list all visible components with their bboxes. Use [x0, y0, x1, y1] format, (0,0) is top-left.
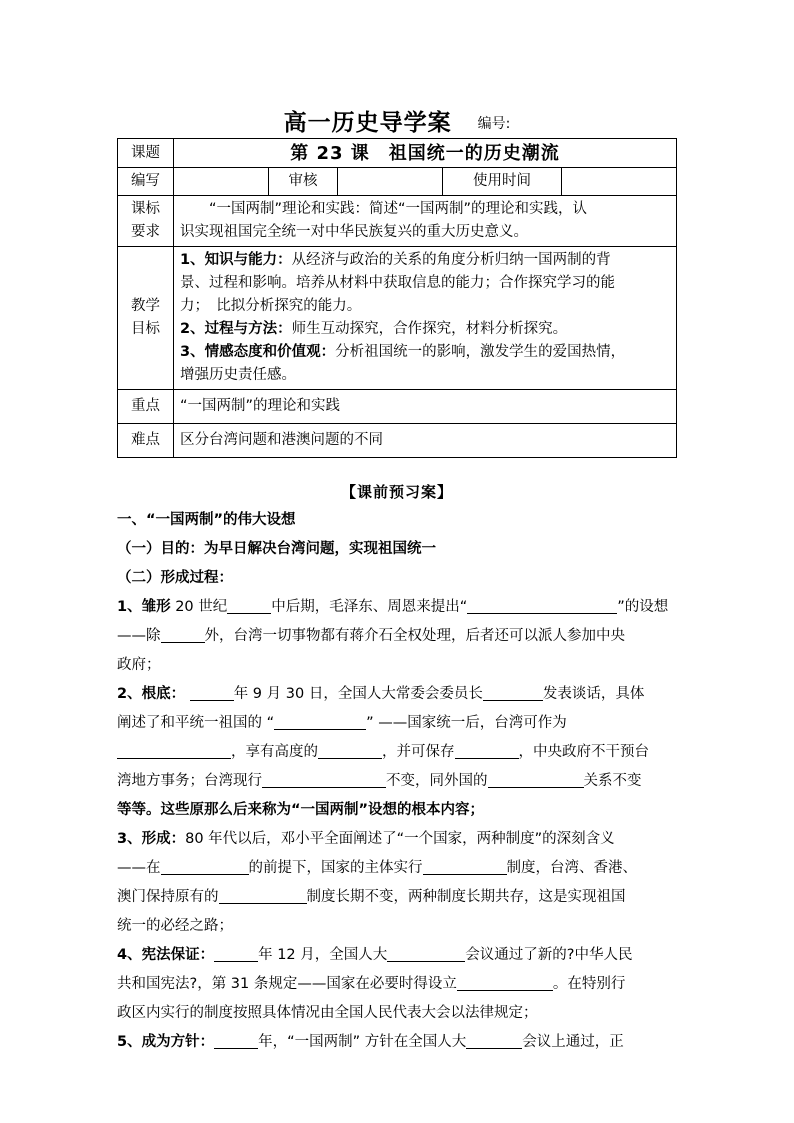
blank[interactable] [488, 771, 584, 788]
code-cell[interactable] [174, 168, 269, 196]
blank[interactable] [227, 597, 271, 614]
blank[interactable] [318, 742, 382, 759]
standard-text: “一国两制”理论和实践：简述“一国两制”的理论和实践，认 识实现祖国完全统一对中华民族复兴的重大历史意义。 [174, 196, 677, 247]
page-title: 高一历史导学案 [283, 110, 452, 136]
paragraph-5: 5、成为方针： 年，“一国两制” 方针在全国人大 会议上通过，正 [117, 1034, 624, 1050]
blank[interactable] [117, 742, 231, 759]
page-header [0, 104, 794, 137]
review-cell[interactable] [338, 168, 443, 196]
blank[interactable] [423, 858, 507, 875]
paragraph-2: 2、根底： 年 9 月 30 日，全国人大常委会委员长 发表谈话，具体 阐述了和平统一祖国的 “ ” ——国家统一后，台湾可作为 ，享有高度的 ，并可保存 ，中央政府不干预台 湾地方事务；台湾现行 不变，同外国的 关系不变 等等。这些原那么后来称为“一国两制”设想的根本内容； [117, 686, 649, 818]
heading-1-2: （二）形成过程： [117, 570, 233, 586]
blank[interactable] [466, 1032, 522, 1049]
code-label: 编写 [118, 168, 174, 196]
blank[interactable] [274, 713, 366, 730]
paragraph-4: 4、宪法保证： 年 12 月，全国人大 会议通过了新的?中华人民 共和国宪法?，第 31 条规定——国家在必要时得设立 。在特别行 政区内实行的制度按照具体情况由全国人民代表大会以法律规定； [117, 947, 633, 1021]
goals-label: 教学 目标 [118, 247, 174, 390]
blank[interactable] [467, 597, 617, 614]
difficulty-text: 区分台湾问题和港澳问题的不同 [174, 424, 677, 458]
blank[interactable] [161, 858, 249, 875]
heading-1-1: （一）目的：为早日解决台湾问题，实现祖国统一 [117, 541, 436, 557]
use-time-label: 使用时间 [443, 168, 562, 196]
lesson-info-table [117, 138, 677, 458]
section-title: 【课前预习案】 [340, 483, 453, 501]
blank[interactable] [214, 1032, 258, 1049]
use-time-cell[interactable] [562, 168, 677, 196]
key-point-text: “一国两制”的理论和实践 [174, 390, 677, 424]
difficulty-label: 难点 [118, 424, 174, 458]
review-label: 审核 [269, 168, 338, 196]
blank[interactable] [214, 945, 258, 962]
number-label: 编号: [477, 116, 511, 132]
key-point-label: 重点 [118, 390, 174, 424]
paragraph-1: 1、雏形 20 世纪 中后期，毛泽东、周恩来提出“ ”的设想 ——除 外，台湾一切事物都有蒋介石全权处理，后者还可以派人参加中央 政府； [117, 599, 669, 673]
blank[interactable] [483, 684, 543, 701]
lesson-title: 第 23 课 祖国统一的历史潮流 [174, 139, 677, 168]
heading-1: 一、“一国两制”的伟大设想 [117, 512, 296, 528]
standard-label: 课标 要求 [118, 196, 174, 247]
blank[interactable] [161, 626, 205, 643]
blank[interactable] [455, 742, 519, 759]
blank[interactable] [457, 974, 553, 991]
blank[interactable] [219, 887, 307, 904]
preview-body [117, 506, 677, 1057]
paragraph-3: 3、形成：80 年代以后，邓小平全面阐述了“一个国家，两种制度”的深刻含义 ——在 的前提下，国家的主体实行 制度，台湾、香港、 澳门保持原有的 制度长期不变，两种制度长期共存，这是实现祖国 统一的必经之路； [117, 831, 637, 934]
topic-label: 课题 [118, 139, 174, 168]
goals-text: 1、知识与能力：从经济与政治的关系的角度分析归纳一国两制的背 景、过程和影响。培养从材料中获取信息的能力；合作探究学习的能 力； 比拟分析探究的能力。 2、过程与方法：师生互动探究，合作探究，材料分析探究。 3、情感态度和价值观：分析祖国统一的影响，激发学生的爱国热情， 增强历史责任感。 [174, 247, 677, 390]
blank[interactable] [387, 945, 465, 962]
blank[interactable] [190, 684, 234, 701]
blank[interactable] [262, 771, 386, 788]
